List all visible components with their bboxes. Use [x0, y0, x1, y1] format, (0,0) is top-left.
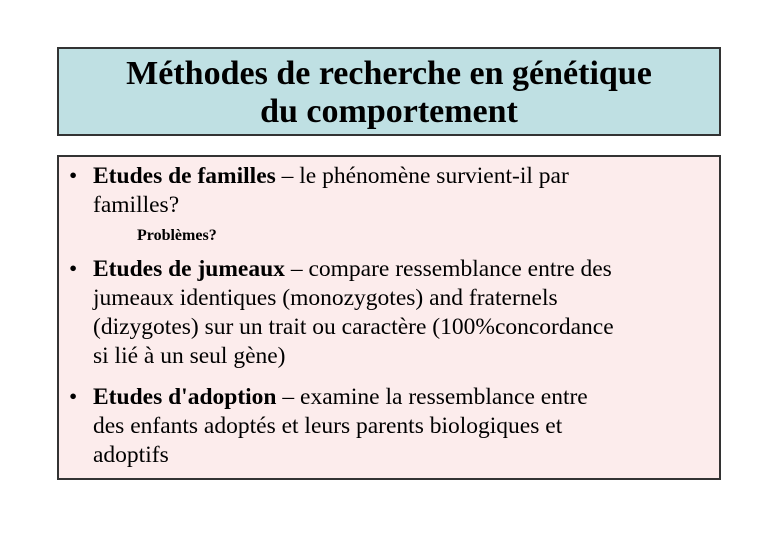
- bullet-text-line: des enfants adoptés et leurs parents biologiques et: [93, 413, 563, 439]
- bullet-text-line: jumeaux identiques (monozygotes) and fraternels: [93, 285, 558, 311]
- bullet-text: – examine la ressemblance entre: [276, 384, 588, 410]
- bullet-heading: Etudes de jumeaux: [93, 256, 285, 282]
- bullet-icon: •: [69, 256, 78, 282]
- slide-title-box: [57, 47, 721, 136]
- bullet-text: – compare ressemblance entre des: [284, 256, 612, 282]
- bullet-text-line: (dizygotes) sur un trait ou caractère (100%concordance: [93, 314, 614, 340]
- sub-note-problems: Problèmes?: [137, 227, 217, 244]
- slide-title-line-1: Méthodes de recherche en génétique: [126, 55, 652, 92]
- bullet-text-line: adoptifs: [93, 442, 169, 468]
- bullet-heading: Etudes d'adoption: [93, 384, 277, 410]
- bullet-text-line: familles?: [93, 192, 180, 218]
- bullet-icon: •: [69, 384, 78, 410]
- bullet-heading: Etudes de familles: [93, 163, 276, 189]
- bullet-icon: •: [69, 163, 78, 189]
- bullet-text-line: si lié à un seul gène): [93, 343, 286, 369]
- bullet-text: – le phénomène survient-il par: [275, 163, 569, 189]
- slide-title-line-2: du comportement: [260, 93, 518, 130]
- content-box: [57, 155, 721, 480]
